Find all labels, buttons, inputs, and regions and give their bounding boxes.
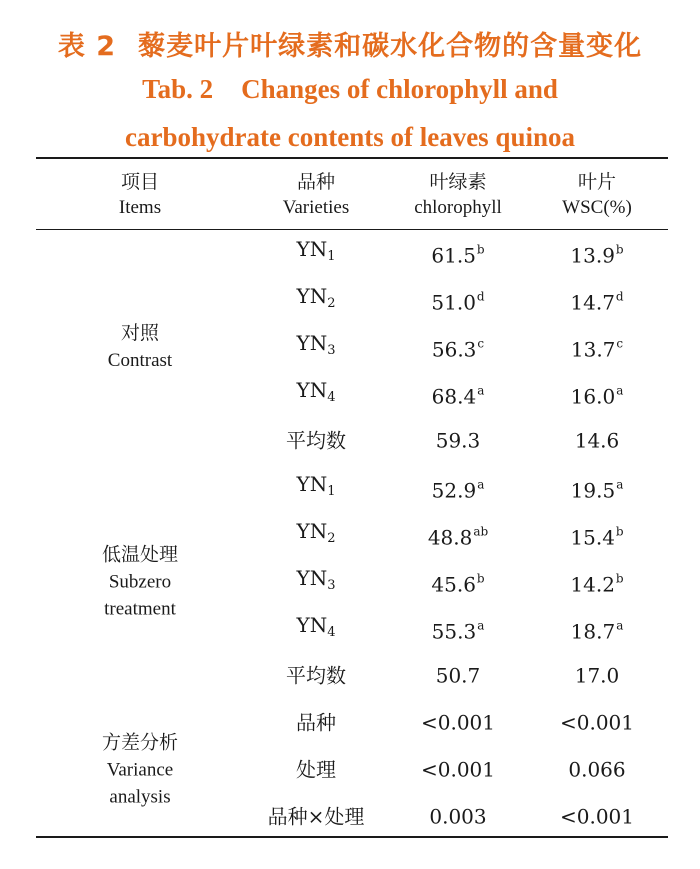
chlorophyll-cell	[431, 284, 484, 317]
table-title-cn	[0, 24, 700, 63]
wsc-significance-letter: a	[616, 477, 624, 492]
table-number-en: Tab. 2	[142, 74, 214, 104]
wsc-cell	[571, 331, 623, 364]
chlorophyll-value: 51.0	[431, 290, 476, 315]
group-variance-cn: 方差分析	[101, 732, 179, 754]
wsc-cell	[560, 710, 634, 737]
wsc-value: 13.9	[570, 243, 615, 268]
chlorophyll-cell	[431, 566, 484, 599]
variety-subscript: 3	[327, 343, 336, 358]
variety-cell	[296, 757, 336, 784]
variety-cell	[297, 283, 336, 317]
chlorophyll-significance-letter: b	[476, 242, 485, 257]
chlorophyll-cell	[428, 519, 488, 552]
chlorophyll-significance-letter: b	[476, 571, 485, 586]
chlorophyll-cell	[432, 378, 485, 411]
group-subzero-en-1: Subzero	[108, 571, 172, 593]
chlorophyll-significance-letter: a	[477, 618, 485, 633]
variety-value: YN	[296, 519, 328, 543]
group-variance-en-1: Variance	[106, 759, 174, 781]
variety-subscript: 2	[327, 531, 336, 546]
header-items-cn: 项目	[120, 171, 159, 193]
variety-value: 平均数	[286, 428, 346, 453]
variety-value: YN	[296, 378, 328, 402]
wsc-cell	[570, 519, 623, 552]
wsc-significance-letter: b	[615, 571, 624, 586]
wsc-value: <0.001	[559, 710, 635, 735]
wsc-value: 13.7	[570, 337, 616, 362]
chlorophyll-value: 52.9	[431, 478, 477, 503]
wsc-significance-letter: d	[615, 289, 624, 304]
variety-value: YN	[296, 237, 328, 261]
group-subzero-cn: 低温处理	[101, 544, 179, 566]
table-caption-cn: 藜麦叶片叶绿素和碳水化合物的含量变化	[138, 31, 643, 62]
variety-subscript: 4	[327, 390, 336, 405]
wsc-value: 15.4	[570, 525, 615, 550]
chlorophyll-value: 68.4	[431, 384, 477, 409]
variety-cell	[297, 565, 336, 599]
variety-cell	[297, 612, 336, 646]
wsc-cell	[575, 428, 620, 455]
chlorophyll-cell	[432, 331, 484, 364]
variety-cell	[286, 663, 346, 690]
chlorophyll-cell	[429, 804, 486, 831]
header-varieties-cn: 品种	[296, 171, 336, 193]
group-variance-en-2: analysis	[109, 786, 171, 808]
variety-value: 处理	[296, 757, 336, 782]
header-items	[119, 169, 161, 221]
chlorophyll-significance-letter: a	[477, 383, 485, 398]
table-title-en-line1	[0, 74, 700, 105]
chlorophyll-cell	[432, 613, 485, 646]
wsc-value: 18.7	[570, 619, 616, 644]
chlorophyll-value: 48.8	[427, 525, 473, 550]
wsc-cell	[570, 566, 623, 599]
chlorophyll-value: 45.6	[431, 572, 476, 597]
variety-cell	[297, 330, 336, 364]
header-varieties-en: Varieties	[282, 197, 350, 218]
wsc-value: 16.0	[570, 384, 616, 409]
chlorophyll-value: 50.7	[435, 663, 481, 688]
chlorophyll-value: 0.003	[429, 804, 487, 829]
table-caption-en-1: Changes of chlorophyll and	[241, 74, 558, 104]
chlorophyll-significance-letter: c	[477, 336, 485, 351]
variety-value: 品种	[296, 710, 336, 735]
chlorophyll-value: 61.5	[431, 243, 476, 268]
variety-subscript: 1	[327, 249, 336, 264]
variety-value: YN	[296, 331, 328, 355]
header-chlorophyll-cn: 叶绿素	[429, 171, 487, 193]
variety-value: 品种×处理	[267, 804, 365, 829]
wsc-significance-letter: c	[616, 336, 624, 351]
variety-cell	[297, 236, 336, 270]
wsc-value: 14.6	[574, 428, 620, 453]
chlorophyll-significance-letter: a	[477, 477, 485, 492]
table-title-en-line2: carbohydrate contents of leaves quinoa	[125, 122, 575, 152]
wsc-cell	[571, 613, 624, 646]
header-chlorophyll	[414, 169, 502, 221]
variety-cell	[268, 804, 365, 831]
header-wsc-en: WSC(%)	[562, 197, 632, 218]
group-subzero	[102, 542, 178, 623]
wsc-value: 19.5	[570, 478, 616, 503]
chlorophyll-cell	[436, 663, 481, 690]
variety-cell	[297, 471, 336, 505]
header-varieties	[283, 169, 349, 221]
chlorophyll-value: <0.001	[420, 710, 496, 735]
group-contrast	[108, 320, 172, 374]
wsc-significance-letter: a	[616, 383, 624, 398]
wsc-cell	[570, 284, 623, 317]
wsc-value: 17.0	[574, 663, 620, 688]
chlorophyll-cell	[421, 710, 495, 737]
chlorophyll-value: 56.3	[431, 337, 477, 362]
wsc-value: 14.7	[570, 290, 615, 315]
bottom-rule	[36, 836, 668, 838]
chlorophyll-significance-letter: ab	[473, 524, 489, 539]
wsc-value: 0.066	[568, 757, 626, 782]
header-chlorophyll-en: chlorophyll	[414, 197, 502, 218]
chlorophyll-significance-letter: d	[476, 289, 485, 304]
chlorophyll-value: 59.3	[435, 428, 481, 453]
wsc-significance-letter: a	[616, 618, 624, 633]
header-wsc-cn: 叶片	[577, 171, 616, 193]
chlorophyll-cell	[421, 757, 495, 784]
variety-value: YN	[296, 472, 328, 496]
variety-value: YN	[296, 613, 328, 637]
group-contrast-cn: 对照	[120, 323, 160, 344]
group-subzero-en-2: treatment	[104, 598, 176, 620]
group-contrast-en: Contrast	[107, 350, 173, 371]
wsc-cell	[570, 237, 623, 270]
wsc-significance-letter: b	[615, 524, 624, 539]
wsc-cell	[571, 378, 624, 411]
chlorophyll-cell	[436, 428, 481, 455]
header-items-en: Items	[118, 197, 162, 218]
header-wsc	[562, 169, 632, 221]
wsc-cell	[568, 757, 625, 784]
wsc-cell	[560, 804, 634, 831]
wsc-cell	[571, 472, 624, 505]
chlorophyll-cell	[431, 237, 484, 270]
variety-cell	[296, 710, 336, 737]
variety-subscript: 3	[327, 578, 336, 593]
header-rule	[36, 229, 668, 230]
top-rule	[36, 157, 668, 159]
variety-cell	[286, 428, 346, 455]
variety-subscript: 2	[327, 296, 336, 311]
chlorophyll-value: <0.001	[420, 757, 496, 782]
variety-cell	[297, 377, 336, 411]
variety-subscript: 4	[327, 625, 336, 640]
group-variance	[102, 730, 178, 811]
variety-value: YN	[296, 284, 328, 308]
wsc-value: 14.2	[570, 572, 615, 597]
variety-cell	[297, 518, 336, 552]
wsc-cell	[575, 663, 620, 690]
variety-subscript: 1	[327, 484, 336, 499]
chlorophyll-cell	[432, 472, 485, 505]
chlorophyll-value: 55.3	[431, 619, 477, 644]
variety-value: YN	[296, 566, 328, 590]
variety-value: 平均数	[286, 663, 346, 688]
table-number-cn: 表 2	[57, 31, 117, 62]
wsc-significance-letter: b	[615, 242, 624, 257]
wsc-value: <0.001	[559, 804, 635, 829]
